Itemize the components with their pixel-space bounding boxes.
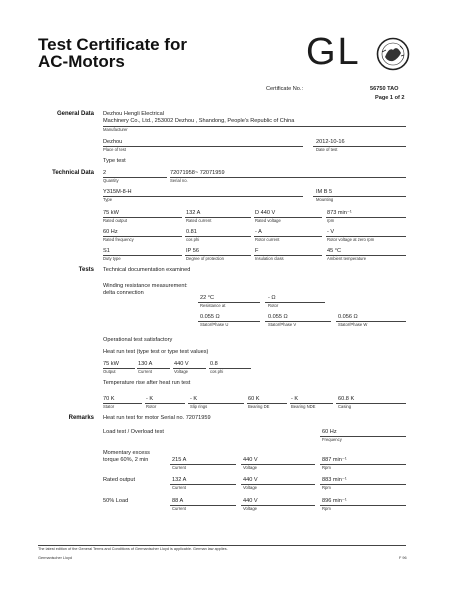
winding-resistance-line1: Winding resistance measurement: [103, 283, 188, 289]
heat-run-output: 75 kW [103, 361, 119, 367]
test-type: Type test [103, 158, 126, 164]
heat-run-current: 130 A [138, 361, 153, 367]
footer-divider [38, 545, 406, 546]
date-label: Date of test [316, 147, 338, 152]
temp-rise-bearing-nde: - K [291, 396, 299, 402]
divider [320, 484, 406, 485]
winding-resistance-line2: delta connection [103, 290, 144, 296]
load-row-1-label: Momentary excess [103, 450, 150, 456]
divider [170, 177, 406, 178]
mounting: IM B 5 [316, 189, 333, 195]
footer-org: Germanischer Lloyd [38, 556, 72, 560]
frequency-label: Frequency [322, 437, 342, 442]
mounting-label: Mounting [316, 197, 334, 202]
load-row-1-rpm: 887 min⁻¹ [322, 457, 347, 463]
tech-doc-examined: Technical documentation examined [103, 267, 191, 273]
temp-rise-casing: 60.8 K [338, 396, 355, 402]
heat-run-test: Heat run test (type test or type test values) [103, 349, 209, 355]
resistance-temperature: 22 °C [200, 295, 215, 301]
load-row-3-current-label: Current [172, 506, 186, 511]
certificate-no-label: Certificate No.: [266, 86, 303, 92]
seal-icon [376, 37, 410, 71]
section-general-data: General Data [56, 111, 94, 117]
load-row-2-rpm-label: Rpm [322, 485, 331, 490]
bearing-de-label: Bearing DE [248, 404, 270, 409]
rotor-current-label: Rotor current [255, 237, 280, 242]
load-row-3-rpm: 896 min⁻¹ [322, 498, 347, 504]
output-label: Output [103, 369, 116, 374]
ambient-label: Ambient temperature [327, 256, 367, 261]
heat-run-serial: Heat run test for motor Serial no. 72071959 [103, 415, 211, 421]
load-test: Load test / Overload test [103, 429, 164, 435]
slip-rings-label: Slip rings [190, 404, 208, 409]
phase-v-label: Stator/Phase V [268, 322, 297, 327]
rated-voltage-label: Rated voltage [255, 218, 281, 223]
date-of-test: 2012-10-16 [316, 139, 345, 145]
document-title [38, 36, 187, 70]
divider [326, 217, 406, 218]
rotor-label: Rotor [268, 303, 279, 308]
divider [320, 505, 406, 506]
frequency-label: Rated frequency [103, 237, 134, 242]
load-row-1-current-label: Current [172, 465, 186, 470]
current-label: Current [138, 369, 152, 374]
quantity-label: Quantity [103, 178, 119, 183]
temperature-rise: Temperature rise after heat run test [103, 380, 191, 386]
heat-run-cosphi: 0.8 [210, 361, 218, 367]
load-row-3-current: 88 A [172, 498, 184, 504]
place-of-test: Dezhou [103, 139, 123, 145]
place-label: Place of test [103, 147, 127, 152]
load-row-3-label: 50% Load [103, 498, 129, 504]
load-row-1-voltage-label: Voltage [243, 465, 257, 470]
rotor-resistance: - Ω [268, 295, 276, 301]
gl-logo [306, 32, 410, 72]
serial-no: 72071958~ 72071959 [170, 170, 225, 176]
rated-current: 132 A [186, 210, 201, 216]
operational-test: Operational test satisfactory [103, 337, 173, 343]
voltage-label: Voltage [174, 369, 188, 374]
footer-code: F 96 [399, 556, 407, 560]
rated-voltage: D 440 V [255, 210, 276, 216]
heat-run-voltage: 440 V [174, 361, 189, 367]
rotor-label: Rotor [146, 404, 157, 409]
load-row-2-rpm: 883 min⁻¹ [322, 477, 347, 483]
rpm: 873 min⁻¹ [327, 210, 352, 216]
load-test-frequency: 60 Hz [322, 429, 337, 435]
rotor-current: - A [255, 229, 262, 235]
page-info: Page 1 of 2 [375, 95, 405, 101]
rpm-label: rpm [327, 218, 335, 223]
rated-output: 75 kW [103, 210, 119, 216]
load-row-1-label-2: torque 60%, 2 min [103, 457, 149, 463]
certificate-no: 56750 TAO [370, 86, 399, 92]
load-row-3-voltage-label: Voltage [243, 506, 257, 511]
temp-rise-bearing-de: 60 K [248, 396, 260, 402]
load-row-1-voltage: 440 V [243, 457, 258, 463]
load-row-2-voltage-label: Voltage [243, 485, 257, 490]
stator-phase-w: 0.056 Ω [338, 314, 358, 320]
cosphi-label: cos phi [210, 369, 224, 374]
motor-type: Y315M-8-H [103, 189, 132, 195]
divider [103, 196, 303, 197]
title-line-1: Test Certificate for [38, 35, 187, 54]
stator-phase-u: 0.055 Ω [200, 314, 220, 320]
load-row-1-rpm-label: Rpm [322, 465, 331, 470]
phase-u-label: Stator/Phase U [200, 322, 229, 327]
load-row-2-current: 132 A [172, 477, 187, 483]
rotor-voltage-label: Rotor voltage at zero rpm [327, 237, 375, 242]
load-row-1-current: 215 A [172, 457, 187, 463]
cosphi-label: cos phi [186, 237, 200, 242]
logo-text: GL [306, 31, 361, 73]
divider [103, 126, 406, 127]
duty-label: Duty type [103, 256, 121, 261]
protection-label: Degree of protection [186, 256, 224, 261]
casing-label: Casing [338, 404, 352, 409]
insulation-class: F [255, 248, 259, 254]
quantity: 2 [103, 170, 107, 176]
load-row-2-label: Rated output [103, 477, 136, 483]
manufacturer-name: Dezhou Hengli Electrical [103, 111, 164, 117]
ambient-temperature: 45 °C [327, 248, 342, 254]
degree-of-protection: IP 56 [186, 248, 199, 254]
temp-rise-slip-rings: - K [190, 396, 198, 402]
phase-w-label: Stator/Phase W [338, 322, 368, 327]
title-line-2: AC-Motors [38, 52, 125, 71]
cos-phi: 0.81 [186, 229, 197, 235]
rated-current-label: Rated current [186, 218, 212, 223]
serial-label: Serial no. [170, 178, 188, 183]
load-row-3-rpm-label: Rpm [322, 506, 331, 511]
resistance-at-label: Resistance at [200, 303, 226, 308]
temp-rise-stator: 70 K [103, 396, 115, 402]
manufacturer-label: Manufacturer [103, 127, 128, 132]
rotor-voltage: - V [327, 229, 335, 235]
stator-label: Stator [103, 404, 115, 409]
footer-note: The latest edition of the General Terms and Conditions of Germanischer Lloyd is applicable. German law applies. [38, 547, 228, 551]
insulation-label: Insulation class [255, 256, 284, 261]
manufacturer-address: Machinery Co., Ltd., 253002 Dezhou , Shandong, People's Republic of China [103, 118, 295, 124]
load-row-2-current-label: Current [172, 485, 186, 490]
section-remarks: Remarks [68, 415, 94, 421]
stator-phase-v: 0.055 Ω [268, 314, 288, 320]
divider [320, 464, 406, 465]
duty-type: S1 [103, 248, 110, 254]
load-row-2-voltage: 440 V [243, 477, 258, 483]
load-row-3-voltage: 440 V [243, 498, 258, 504]
type-label: Type [103, 197, 113, 202]
section-technical-data: Technical Data [52, 170, 94, 176]
temp-rise-rotor: - K [146, 396, 154, 402]
bearing-nde-label: Bearing NDE [291, 404, 316, 409]
section-tests: Tests [78, 267, 94, 273]
rated-output-label: Rated output [103, 218, 127, 223]
rated-frequency: 60 Hz [103, 229, 118, 235]
divider [103, 146, 303, 147]
